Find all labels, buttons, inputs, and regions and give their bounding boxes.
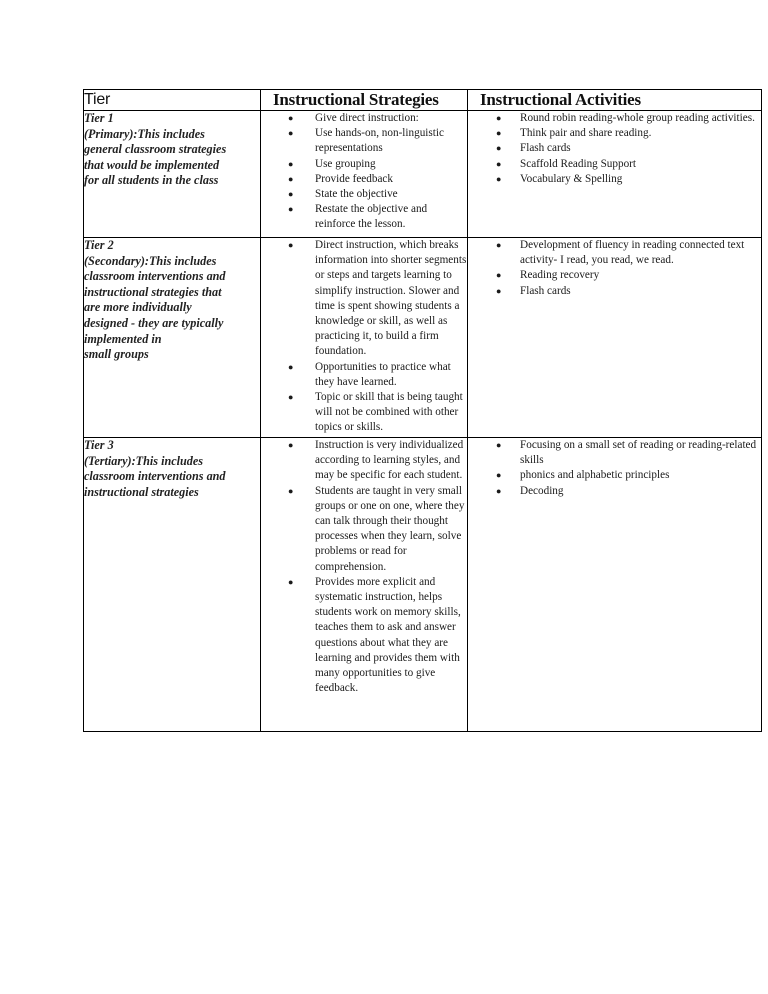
tier-line: classroom interventions and xyxy=(84,469,226,484)
list-item-text: Restate the objective and reinforce the lesson. xyxy=(315,203,428,231)
table-header-row xyxy=(84,90,762,111)
bullet-icon: ● xyxy=(496,128,502,139)
list-item-text: Vocabulary & Spelling xyxy=(520,172,623,185)
tier-line: for all students in the class xyxy=(84,173,219,188)
list-item xyxy=(261,238,467,360)
list-item xyxy=(261,172,467,187)
list-item xyxy=(468,468,761,483)
list-item-text: phonics and alphabetic principles xyxy=(520,469,670,482)
list-item-text: Think pair and share reading. xyxy=(520,127,652,140)
list-item xyxy=(261,438,467,484)
list-item-text: Opportunities to practice what they have learned. xyxy=(315,360,451,388)
list-item-text: Round robin reading-whole group reading activities. xyxy=(520,112,755,124)
header-tier: Tier xyxy=(84,90,261,111)
tier-line: instructional strategies xyxy=(84,484,199,499)
list-item xyxy=(468,141,761,156)
bullet-icon: ● xyxy=(496,470,502,481)
tier-1-activities xyxy=(468,111,762,238)
header-strategies: Instructional Strategies xyxy=(261,90,468,111)
activities-list xyxy=(468,438,761,499)
bullet-icon: ● xyxy=(496,270,502,281)
list-item-text: Provides more explicit and systematic instruction, helps students work on memory skills, teaches them to ask and answer questions about what they are learning and provides them with many opportunities to give feedback. xyxy=(315,575,461,695)
bullet-icon: ● xyxy=(288,128,294,139)
list-item xyxy=(468,172,761,187)
bullet-icon: ● xyxy=(288,204,294,215)
list-item xyxy=(261,111,467,126)
list-item-text: Direct instruction, which breaks information into shorter segments or steps and targets learning to simplify instruction. Slower and time is spent showing students a knowledge or skill, as well as practicing it, to build a firm foundation. xyxy=(315,239,467,358)
tier-line: (Tertiary):This includes xyxy=(84,453,204,468)
tier-2-description xyxy=(84,238,261,438)
table-row xyxy=(84,111,762,238)
tier-line: designed - they are typically xyxy=(84,315,224,330)
tier-line: implemented in xyxy=(84,331,162,346)
tier-line: general classroom strategies xyxy=(84,142,227,157)
rti-tier-table xyxy=(83,89,762,732)
tier-2-activities xyxy=(468,238,762,438)
tier-1-description xyxy=(84,111,261,238)
list-item-text: Flash cards xyxy=(520,284,571,297)
list-item xyxy=(261,202,467,232)
tier-line: Tier 3 xyxy=(84,438,114,452)
bullet-icon: ● xyxy=(496,113,502,123)
list-item-text: Provide feedback xyxy=(315,172,393,185)
tier-1-strategies xyxy=(261,111,468,238)
list-item-text: Instruction is very individualized according to learning styles, and may be specific for each student. xyxy=(315,439,464,482)
bullet-icon: ● xyxy=(288,240,294,250)
tier-line: (Secondary):This includes xyxy=(84,253,217,268)
bullet-icon: ● xyxy=(288,485,294,496)
list-item xyxy=(261,484,467,575)
bullet-icon: ● xyxy=(288,173,294,184)
tier-line: instructional strategies that xyxy=(84,284,222,299)
bullet-icon: ● xyxy=(496,485,502,496)
list-item-text: Scaffold Reading Support xyxy=(520,157,637,170)
list-item-text: Decoding xyxy=(520,484,564,497)
list-item xyxy=(468,111,761,126)
bullet-icon: ● xyxy=(288,361,294,372)
list-item-text: Use grouping xyxy=(315,157,376,170)
tier-3-description xyxy=(84,438,261,732)
tier-line: that would be implemented xyxy=(84,157,220,172)
list-item-text: Topic or skill that is being taught will not be combined with other topics or skills. xyxy=(315,391,463,434)
table-row xyxy=(84,438,762,732)
list-item-text: Give direct instruction: xyxy=(315,112,419,124)
list-item xyxy=(261,157,467,172)
tier-line: Tier 2 xyxy=(84,238,114,252)
bullet-icon: ● xyxy=(288,113,294,123)
strategies-list xyxy=(261,438,467,696)
bullet-icon: ● xyxy=(496,240,502,250)
activities-list xyxy=(468,238,761,299)
table-row xyxy=(84,238,762,438)
list-item-text: Use hands-on, non-linguistic representations xyxy=(315,127,444,155)
bullet-icon: ● xyxy=(288,576,294,587)
bullet-icon: ● xyxy=(288,158,294,169)
strategies-list xyxy=(261,111,467,233)
strategies-list xyxy=(261,238,467,436)
list-item-text: Students are taught in very small groups or one on one, where they can talk through their thought processes when they learn, solve problems or read for comprehension. xyxy=(315,484,465,573)
bullet-icon: ● xyxy=(288,392,294,403)
bullet-icon: ● xyxy=(496,143,502,154)
tier-line: Tier 1 xyxy=(84,111,114,125)
tier-2-strategies xyxy=(261,238,468,438)
list-item xyxy=(468,126,761,141)
tier-line: (Primary):This includes xyxy=(84,126,205,141)
list-item xyxy=(468,238,761,268)
tier-line: classroom interventions and xyxy=(84,269,226,284)
activities-list xyxy=(468,111,761,187)
list-item xyxy=(468,268,761,283)
list-item xyxy=(261,126,467,156)
tier-3-activities xyxy=(468,438,762,732)
tier-line: small groups xyxy=(84,347,149,362)
list-item xyxy=(261,390,467,436)
list-item-text: Focusing on a small set of reading or reading-related skills xyxy=(520,439,757,467)
list-item xyxy=(468,438,761,468)
list-item xyxy=(261,187,467,202)
header-activities: Instructional Activities xyxy=(468,90,762,111)
tier-3-strategies xyxy=(261,438,468,732)
list-item xyxy=(468,484,761,499)
list-item xyxy=(468,284,761,299)
bullet-icon: ● xyxy=(496,285,502,296)
list-item-text: State the objective xyxy=(315,188,398,201)
list-item xyxy=(261,575,467,697)
list-item xyxy=(261,360,467,390)
bullet-icon: ● xyxy=(288,189,294,200)
list-item-text: Flash cards xyxy=(520,142,571,155)
bullet-icon: ● xyxy=(496,173,502,184)
bullet-icon: ● xyxy=(496,440,502,450)
bullet-icon: ● xyxy=(288,440,294,450)
list-item-text: Reading recovery xyxy=(520,269,600,282)
list-item-text: Development of fluency in reading connected text activity- I read, you read, we read. xyxy=(520,239,745,267)
tier-line: are more individually xyxy=(84,300,192,315)
list-item xyxy=(468,157,761,172)
bullet-icon: ● xyxy=(496,158,502,169)
